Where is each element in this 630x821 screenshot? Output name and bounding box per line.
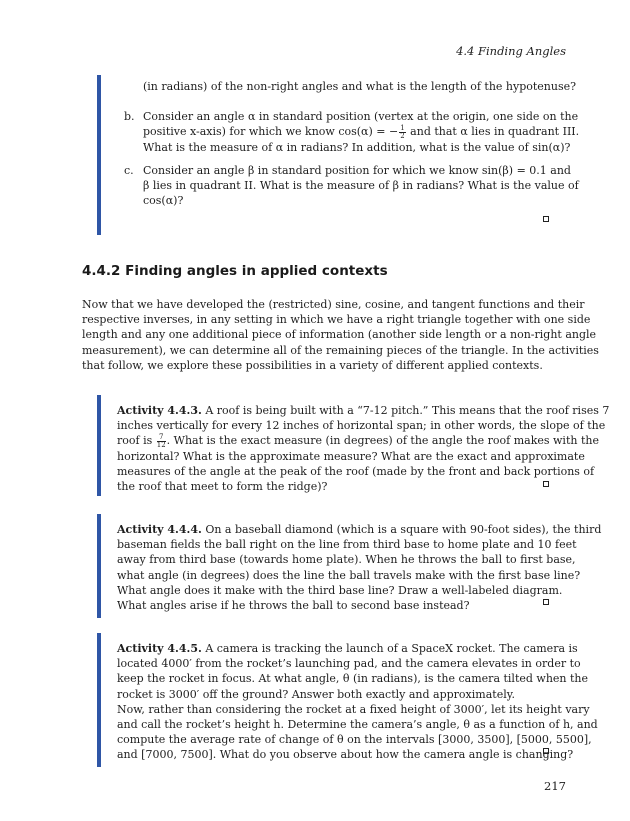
end-of-activity-square-icon — [543, 216, 549, 222]
activity-4-4-4-line1 — [117, 522, 602, 537]
activity-accent-bar — [97, 633, 101, 767]
running-head: 4.4 Finding Angles — [456, 44, 566, 58]
activity-4-4-4-line4: what angle (in degrees) does the line the ball travels make with the first base line? — [117, 568, 581, 582]
activity-4-4-3-line1-text: A roof is being built with a “7-12 pitch.” This means that the roof rises 7 — [201, 404, 610, 417]
activity-4-4-3-line6: the roof that meet to form the ridge)? — [117, 480, 328, 494]
paragraph-line: respective inverses, in any setting in which we have a right triangle together with one side — [82, 313, 591, 327]
activity-accent-bar — [97, 514, 101, 618]
paragraph-line: that follow, we explore these possibilities in a variety of different applied contexts. — [82, 358, 543, 372]
activity-4-4-4-line1-text: On a baseball diamond (which is a square with 90-foot sides), the third — [201, 523, 602, 536]
item-c-label: c. — [124, 164, 134, 177]
section-paragraph — [82, 297, 599, 373]
activity-4-4-3-line1 — [117, 403, 610, 418]
activity-4-4-5-line8: and [7000, 7500]. What do you observe about how the camera angle is changing? — [117, 748, 574, 762]
end-of-activity-square-icon — [543, 599, 549, 605]
item-b-line2 — [143, 123, 580, 140]
item-b-label: b. — [124, 110, 135, 123]
activity-4-4-5-line7: compute the average rate of change of θ on the intervals [3000, 3500], [5000, 5500], — [117, 733, 592, 747]
paragraph-line: length and any one additional piece of information (another side length or a non-right angle — [82, 328, 597, 342]
paragraph-line: measurement), we can determine all of the remaining pieces of the triangle. In the activities — [82, 343, 599, 357]
activity-4-4-5-line4: rocket is 3000′ off the ground? Answer both exactly and approximately. — [117, 687, 515, 701]
fraction-denominator: 12 — [156, 440, 166, 449]
end-of-activity-square-icon — [543, 481, 549, 487]
activity-4-4-4-line3: away from third base (towards home plate). When he throws the ball to first base, — [117, 553, 576, 567]
activity-4-4-3-line4: horizontal? What is the approximate measure? What are the exact and approximate — [117, 449, 585, 463]
item-c-line3: cos(α)? — [143, 194, 184, 208]
item-b-line3: What is the measure of α in radians? In addition, what is the value of sin(α)? — [143, 140, 571, 154]
fraction-one-half — [399, 125, 405, 140]
activity-label: Activity 4.4.5. — [117, 642, 202, 655]
activity-4-4-3-line3 — [117, 432, 599, 449]
activity-accent-bar — [97, 75, 101, 235]
page-number: 217 — [544, 779, 566, 793]
fraction-seven-twelfths — [157, 434, 166, 449]
activity-4-4-5 — [117, 641, 598, 763]
item-b-text — [143, 109, 580, 155]
activity-label: Activity 4.4.3. — [117, 404, 202, 417]
activity-4-4-5-line3: keep the rocket in focus. At what angle, θ (in radians), is the camera tilted when the — [117, 672, 589, 686]
item-c-line1: Consider an angle β in standard position for which we know sin(β) = 0.1 and — [143, 164, 571, 177]
activity-4-4-4-line2: baseman fields the ball right on the line from third base to home plate and 10 feet — [117, 538, 577, 552]
activity-4-4-4-line5: What angle does it make with the third base line? Draw a well-labeled diagram. — [117, 583, 563, 597]
item-c-line2: β lies in quadrant II. What is the measure of β in radians? What is the value of — [143, 179, 579, 193]
item-b-line2-pre: positive x-axis) for which we know cos(α) = − — [143, 125, 399, 139]
end-of-activity-square-icon — [543, 748, 549, 754]
activity-4-4-5-line5: Now, rather than considering the rocket at a fixed height of 3000′, let its height vary — [117, 702, 590, 716]
item-c-text — [143, 163, 579, 209]
activity-4-4-3-line3-pre: roof is — [117, 434, 156, 448]
fraction-numerator: 7 — [157, 434, 166, 442]
paragraph-line: Now that we have developed the (restricted) sine, cosine, and tangent functions and their — [82, 298, 585, 311]
activity-4-4-3-line3-post: . What is the exact measure (in degrees) of the angle the roof makes with the — [166, 434, 599, 448]
activity-accent-bar — [97, 395, 101, 496]
activity-4-4-3 — [117, 403, 610, 495]
fraction-denominator: 2 — [400, 131, 405, 140]
item-b-line1: Consider an angle α in standard position (vertex at the origin, one side on the — [143, 110, 579, 123]
activity-4-4-4-line6: What angles arise if he throws the ball to second base instead? — [117, 599, 470, 613]
previous-item-continuation — [143, 79, 577, 94]
intro-line: (in radians) of the non-right angles and what is the length of the hypotenuse? — [143, 80, 577, 93]
item-b-line2-post: and that α lies in quadrant III. — [406, 125, 580, 139]
section-title: 4.4.2 Finding angles in applied contexts — [82, 263, 388, 279]
activity-4-4-5-line1-text: A camera is tracking the launch of a SpaceX rocket. The camera is — [201, 642, 578, 655]
activity-4-4-3-line2: inches vertically for every 12 inches of horizontal span; in other words, the slope of the — [117, 419, 606, 433]
activity-4-4-5-line6: and call the rocket’s height h. Determine the camera’s angle, θ as a function of h, and — [117, 718, 598, 732]
fraction-numerator: 1 — [400, 123, 405, 132]
activity-label: Activity 4.4.4. — [117, 523, 202, 536]
activity-4-4-5-line1 — [117, 641, 578, 656]
activity-4-4-5-line2: located 4000′ from the rocket’s launching pad, and the camera elevates in order to — [117, 657, 581, 671]
activity-4-4-3-line5: measures of the angle at the peak of the roof (made by the front and back portions of — [117, 465, 595, 479]
activity-4-4-4 — [117, 522, 602, 613]
